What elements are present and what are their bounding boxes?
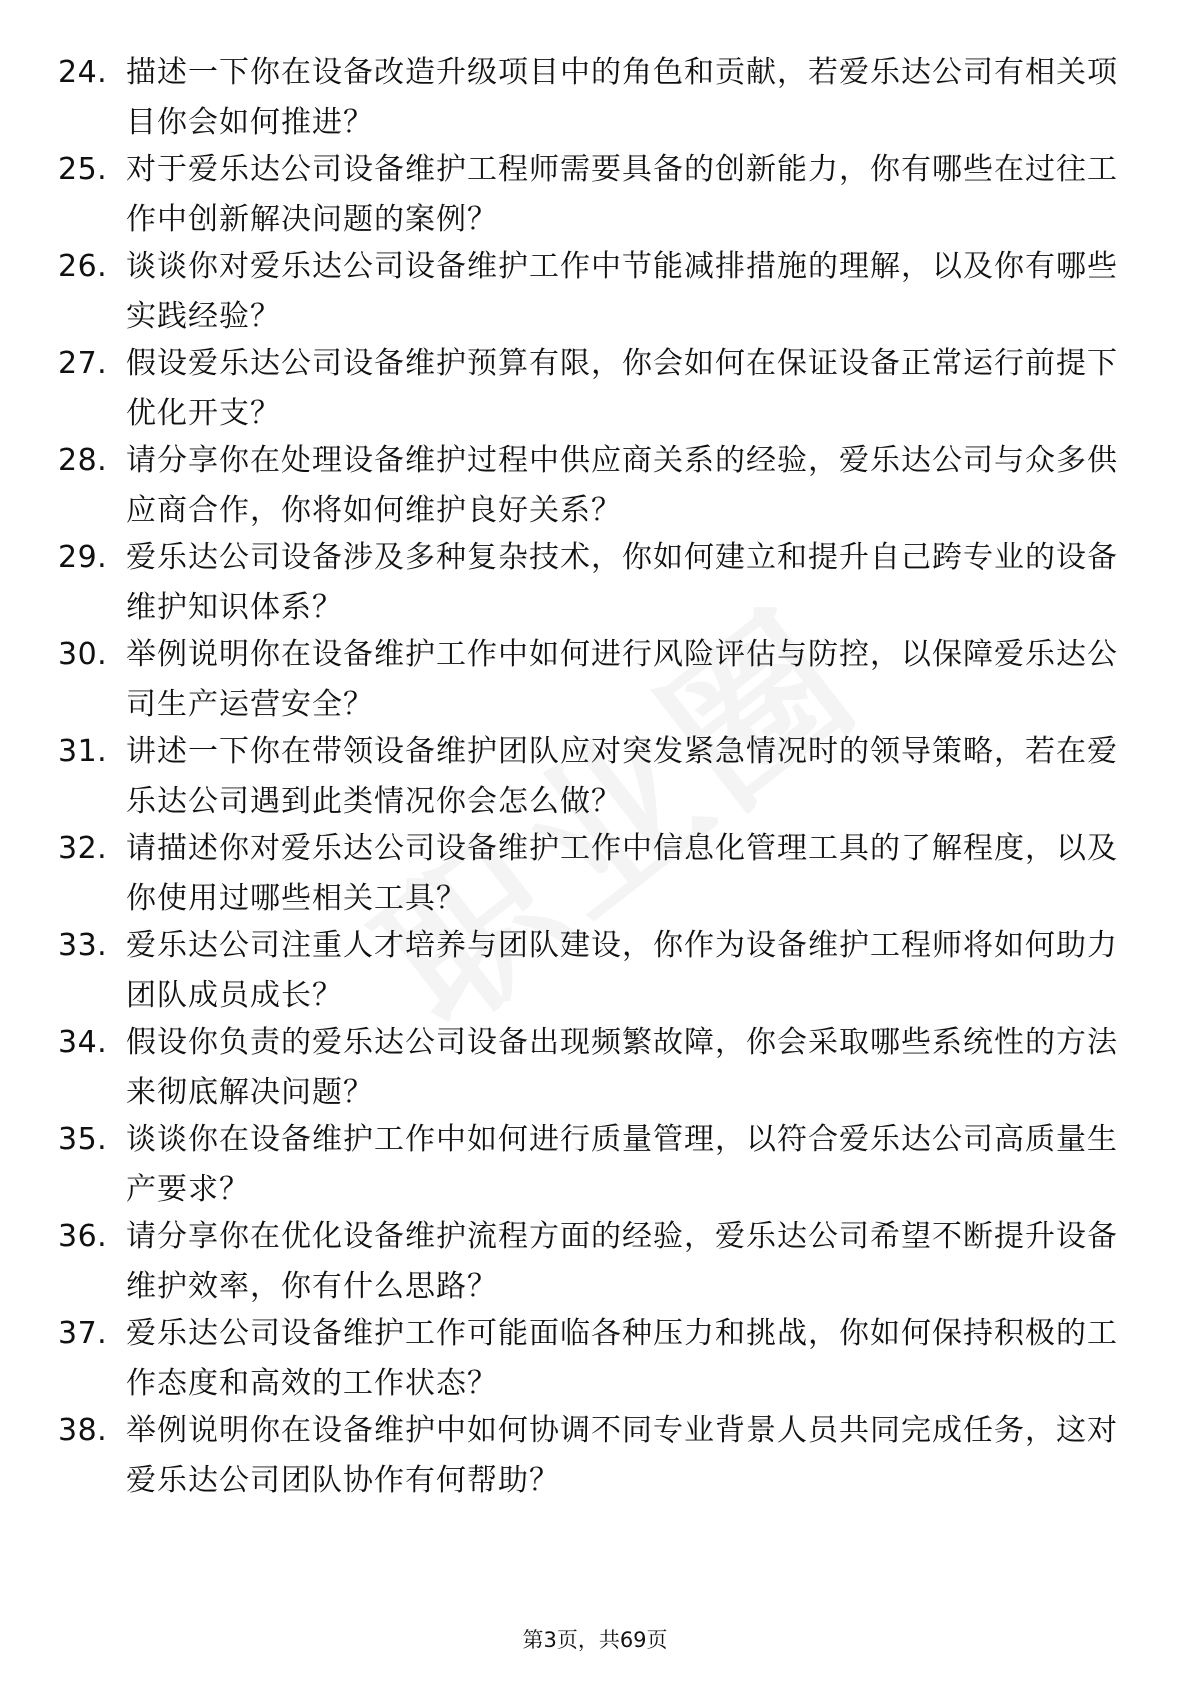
question-number: 33. bbox=[58, 928, 108, 963]
question-item bbox=[58, 48, 1118, 148]
question-number: 24. bbox=[58, 55, 108, 90]
question-item bbox=[58, 824, 1118, 924]
question-item bbox=[58, 145, 1118, 245]
question-number: 32. bbox=[58, 831, 108, 866]
question-item bbox=[58, 339, 1118, 439]
question-text: 爱乐达公司设备涉及多种复杂技术，你如何建立和提升自己跨专业的设备维护知识体系？ bbox=[126, 540, 1118, 625]
question-number: 36. bbox=[58, 1219, 108, 1254]
question-text: 举例说明你在设备维护中如何协调不同专业背景人员共同完成任务，这对爱乐达公司团队协作有何帮助？ bbox=[126, 1413, 1118, 1498]
question-item bbox=[58, 533, 1118, 633]
question-text: 谈谈你对爱乐达公司设备维护工作中节能减排措施的理解，以及你有哪些实践经验？ bbox=[126, 249, 1118, 334]
question-item bbox=[58, 921, 1118, 1021]
question-text: 假设你负责的爱乐达公司设备出现频繁故障，你会采取哪些系统性的方法来彻底解决问题？ bbox=[126, 1025, 1118, 1110]
question-text: 讲述一下你在带领设备维护团队应对突发紧急情况时的领导策略，若在爱乐达公司遇到此类情况你会怎么做？ bbox=[126, 734, 1118, 819]
question-number: 28. bbox=[58, 443, 108, 478]
question-number: 25. bbox=[58, 152, 108, 187]
question-item bbox=[58, 1018, 1118, 1118]
question-number: 26. bbox=[58, 249, 108, 284]
question-text: 爱乐达公司注重人才培养与团队建设，你作为设备维护工程师将如何助力团队成员成长？ bbox=[126, 928, 1118, 1013]
question-item bbox=[58, 1115, 1118, 1215]
question-text: 爱乐达公司设备维护工作可能面临各种压力和挑战，你如何保持积极的工作态度和高效的工作状态？ bbox=[126, 1316, 1118, 1401]
question-text: 对于爱乐达公司设备维护工程师需要具备的创新能力，你有哪些在过往工作中创新解决问题的案例？ bbox=[126, 152, 1118, 237]
question-item bbox=[58, 1406, 1118, 1506]
question-number: 34. bbox=[58, 1025, 108, 1060]
question-text: 请分享你在处理设备维护过程中供应商关系的经验，爱乐达公司与众多供应商合作，你将如何维护良好关系？ bbox=[126, 443, 1118, 528]
question-text: 举例说明你在设备维护工作中如何进行风险评估与防控，以保障爱乐达公司生产运营安全？ bbox=[126, 637, 1118, 722]
page-footer: 第3页，共69页 bbox=[522, 1628, 668, 1652]
question-number: 29. bbox=[58, 540, 108, 575]
question-item bbox=[58, 242, 1118, 342]
question-number: 27. bbox=[58, 346, 108, 381]
question-text: 假设爱乐达公司设备维护预算有限，你会如何在保证设备正常运行前提下优化开支？ bbox=[126, 346, 1118, 431]
question-item bbox=[58, 436, 1118, 536]
question-text: 请分享你在优化设备维护流程方面的经验，爱乐达公司希望不断提升设备维护效率，你有什么思路？ bbox=[126, 1219, 1118, 1304]
question-number: 38. bbox=[58, 1413, 108, 1448]
question-item bbox=[58, 727, 1118, 827]
question-number: 35. bbox=[58, 1122, 108, 1157]
question-number: 37. bbox=[58, 1316, 108, 1351]
question-number: 30. bbox=[58, 637, 108, 672]
question-item bbox=[58, 1212, 1118, 1312]
question-text: 请描述你对爱乐达公司设备维护工作中信息化管理工具的了解程度，以及你使用过哪些相关工具？ bbox=[126, 831, 1118, 916]
question-text: 描述一下你在设备改造升级项目中的角色和贡献，若爱乐达公司有相关项目你会如何推进？ bbox=[126, 55, 1118, 140]
question-item bbox=[58, 630, 1118, 730]
question-number: 31. bbox=[58, 734, 108, 769]
question-item bbox=[58, 1309, 1118, 1409]
question-text: 谈谈你在设备维护工作中如何进行质量管理，以符合爱乐达公司高质量生产要求？ bbox=[126, 1122, 1118, 1207]
